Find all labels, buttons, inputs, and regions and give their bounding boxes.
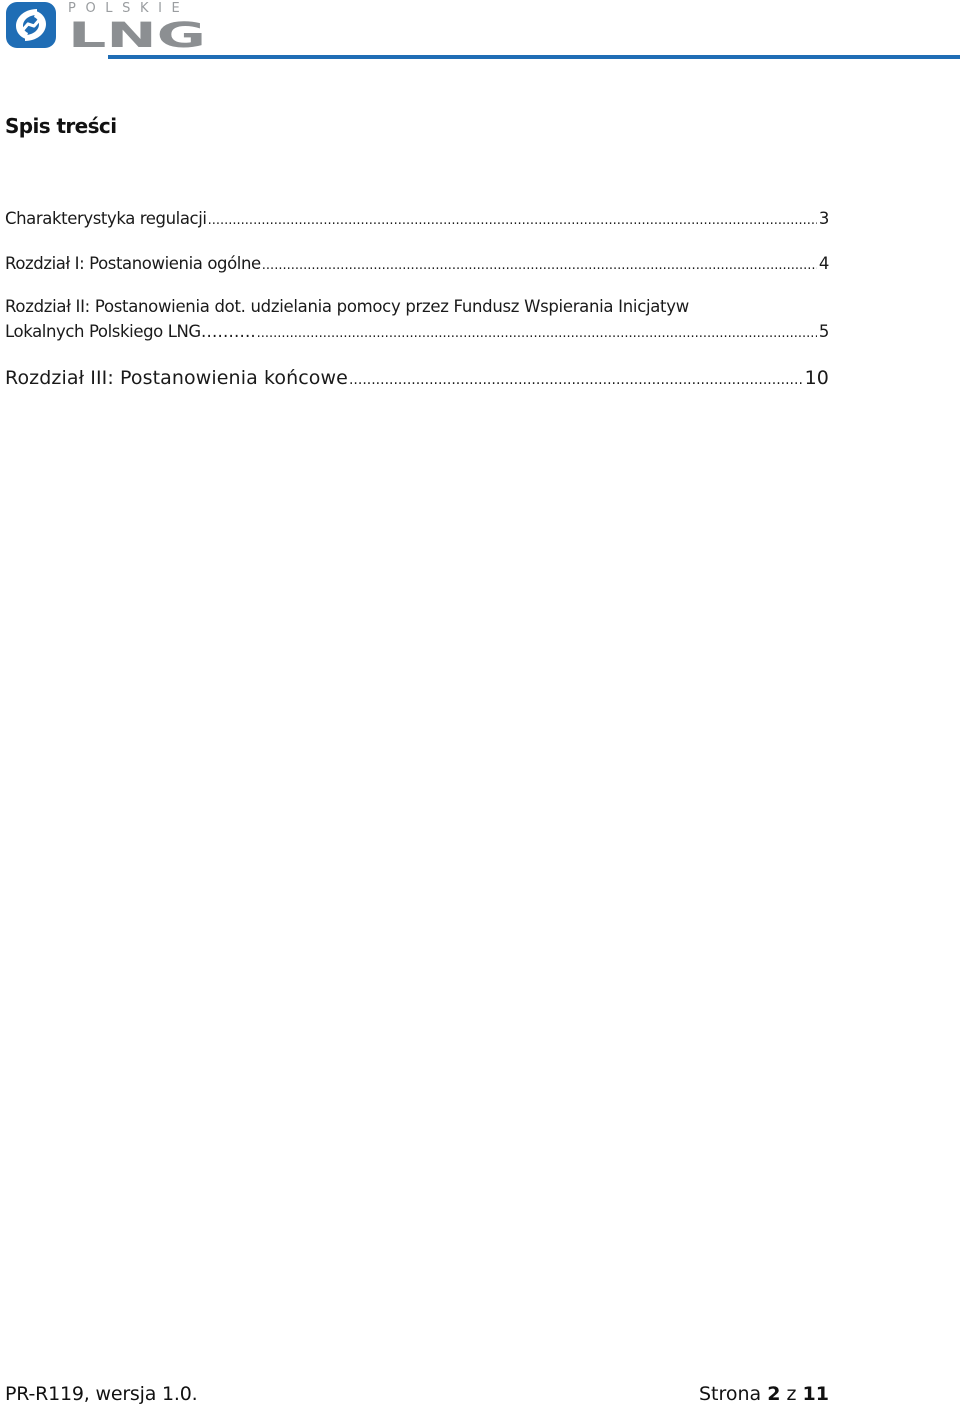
footer-doc-id: PR-R119, wersja 1.0. [5,1383,198,1405]
toc-entry-text: Charakterystyka regulacji [5,209,207,228]
footer-page-label: Strona [698,1383,762,1405]
toc-entry-text-line1[interactable]: Rozdział II: Postanowienia dot. udzielania pomocy przez Fundusz Wspierania Inicjatyw [5,297,689,316]
toc-entry-page: 10 [804,367,829,389]
toc-leader-dots [349,372,803,388]
toc-entry-leader-text: ………. [200,322,256,341]
logo-main-text [68,20,208,48]
toc-entry-page: 5 [818,322,829,341]
toc-entry[interactable] [5,209,829,228]
toc-entry-text: Rozdział III: Postanowienia końcowe [5,367,348,389]
toc-entry[interactable] [5,367,829,389]
toc-leader-dots [257,326,817,341]
toc-entry-text: Rozdział I: Postanowienia ogólne [5,254,261,273]
footer-page-current: 2 [767,1383,781,1405]
header-rule [108,55,960,59]
toc-entry[interactable] [5,322,829,341]
polskie-lng-logo [6,2,206,48]
footer-page-sep: z [786,1383,797,1405]
toc-entry-page: 4 [818,254,829,273]
toc-leader-dots [208,213,817,228]
toc-entry[interactable] [5,254,829,273]
logo-top-text: POLSKIE [68,1,190,16]
footer-page-number [699,1383,829,1405]
footer-page-total: 11 [802,1383,829,1405]
toc-leader-dots [262,258,817,273]
polskie-lng-logo-icon [6,2,56,48]
svg-text:LNG: LNG [68,20,206,48]
toc-title: Spis treści [5,114,117,138]
toc-entry-text-line2: Lokalnych Polskiego LNG [5,322,201,341]
toc-entry-page: 3 [818,209,829,228]
